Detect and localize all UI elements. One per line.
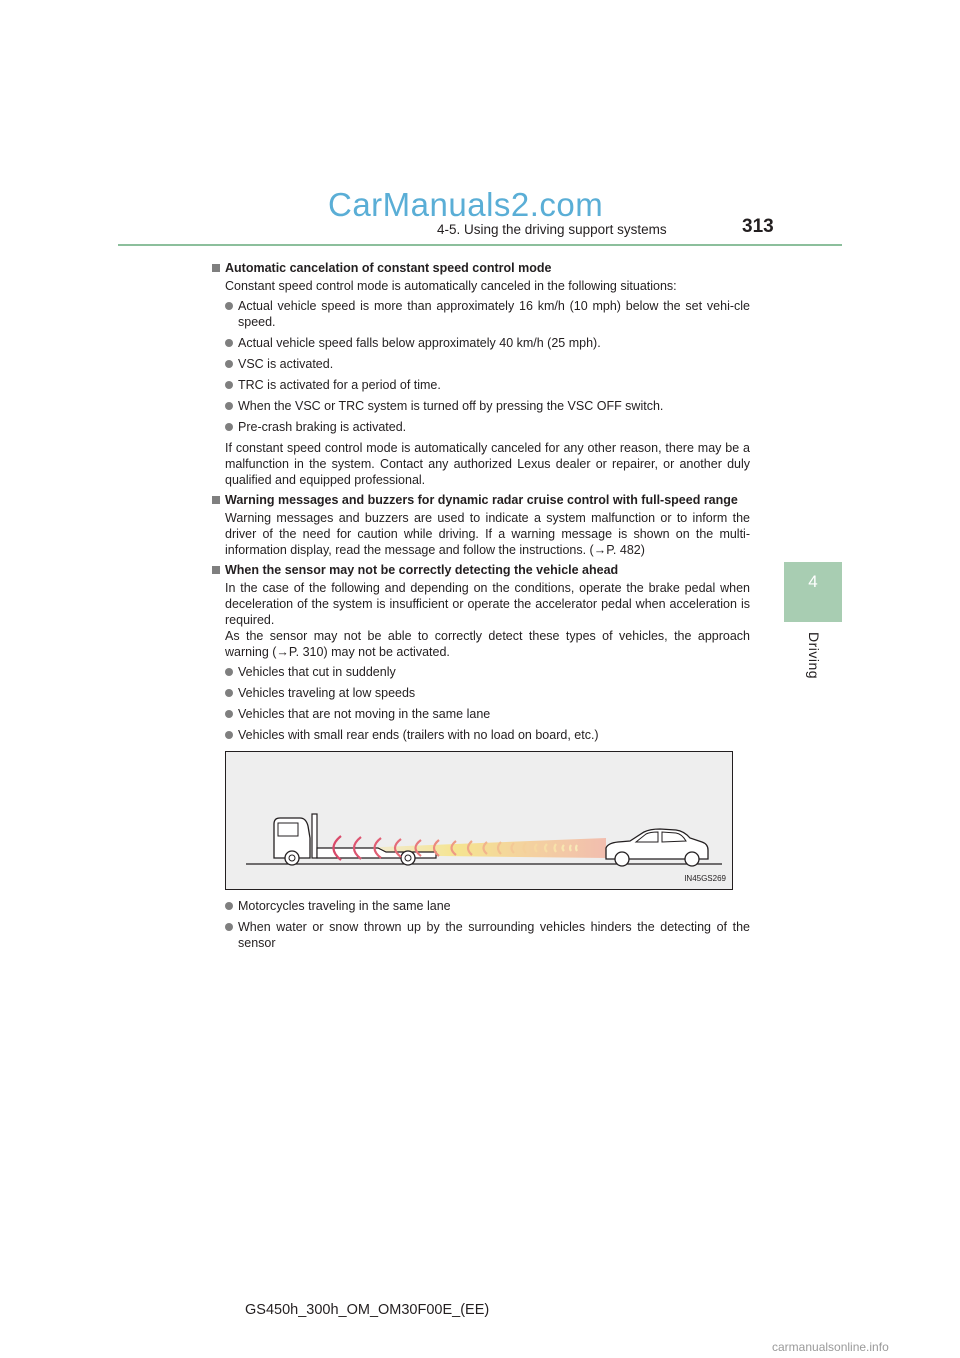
truck-window xyxy=(278,823,298,836)
bullet-dot-icon xyxy=(225,381,233,389)
list-item: When water or snow thrown up by the surrounding vehicles hinders the detecting of the sensor xyxy=(212,919,750,951)
bullet-dot-icon xyxy=(225,339,233,347)
bullet-dot-icon xyxy=(225,360,233,368)
list-item: Actual vehicle speed is more than approximately 16 km/h (10 mph) below the set vehi-cle speed. xyxy=(212,298,750,330)
trailer-wheel xyxy=(401,851,415,865)
list-item: TRC is activated for a period of time. xyxy=(212,377,750,393)
chapter-tab xyxy=(784,562,842,622)
bullet-dot-icon xyxy=(225,689,233,697)
list-item: When the VSC or TRC system is turned off by pressing the VSC OFF switch. xyxy=(212,398,750,414)
section-title: 4-5. Using the driving support systems xyxy=(437,222,667,237)
list-item: Actual vehicle speed falls below approximately 40 km/h (25 mph). xyxy=(212,335,750,351)
list-item: Vehicles that are not moving in the same lane xyxy=(212,706,750,722)
truck-frame-post xyxy=(312,814,317,858)
figure-code: IN45GS269 xyxy=(684,874,726,883)
paragraph: If constant speed control mode is automatically canceled for any other reason, there may be a malfunction in the system. Contact any authorized Lexus dealer or repairer, or another duly qualified and equipped professional. xyxy=(225,441,750,487)
paragraph: As the sensor may not be able to correctly detect these types of vehicles, the approach warning (→P. 310) may not be activated. xyxy=(225,629,750,659)
bullet-dot-icon xyxy=(225,668,233,676)
watermark-top: CarManuals2.com xyxy=(328,186,604,223)
bullet-dot-icon xyxy=(225,302,233,310)
header-rule xyxy=(118,244,842,246)
document-code: GS450h_300h_OM_OM30F00E_(EE) xyxy=(245,1302,490,1318)
car-wheel xyxy=(685,852,699,866)
radar-illustration-drawing xyxy=(226,752,732,889)
page-number: 313 xyxy=(742,216,774,237)
section-heading: Automatic cancelation of constant speed control mode xyxy=(212,260,750,276)
truck-wheel xyxy=(285,851,299,865)
chapter-tab-number: 4 xyxy=(808,572,818,591)
list-item: VSC is activated. xyxy=(212,356,750,372)
bullet-dot-icon xyxy=(225,423,233,431)
list-item: Vehicles with small rear ends (trailers with no load on board, etc.) xyxy=(212,727,750,743)
list-item: Vehicles that cut in suddenly xyxy=(212,664,750,680)
car-wheel xyxy=(615,852,629,866)
paragraph: Warning messages and buzzers are used to indicate a system malfunction or to inform the driver of the need for caution while driving. If a warning message is shown on the multi-information display, read the message and follow the instructions. (→P. 482) xyxy=(225,511,750,557)
square-bullet-icon xyxy=(212,566,220,574)
bullet-dot-icon xyxy=(225,710,233,718)
section-heading: Warning messages and buzzers for dynamic radar cruise control with full-speed range xyxy=(212,492,750,508)
section-heading: When the sensor may not be correctly detecting the vehicle ahead xyxy=(212,562,750,578)
list-item: Motorcycles traveling in the same lane xyxy=(212,898,750,914)
radar-illustration xyxy=(225,751,733,890)
paragraph: Constant speed control mode is automatically canceled in the following situations: xyxy=(225,279,677,293)
bullet-dot-icon xyxy=(225,731,233,739)
paragraph: In the case of the following and depending on the conditions, operate the brake pedal when deceleration of the system is insufficient or operate the accelerator pedal when acceleration is required. xyxy=(225,581,750,627)
chapter-tab-label: Driving xyxy=(806,632,822,680)
list-item: Vehicles traveling at low speeds xyxy=(212,685,750,701)
watermark-bottom: carmanualsonline.info xyxy=(772,1340,889,1354)
bullet-dot-icon xyxy=(225,923,233,931)
square-bullet-icon xyxy=(212,496,220,504)
bullet-dot-icon xyxy=(225,402,233,410)
square-bullet-icon xyxy=(212,264,220,272)
list-item: Pre-crash braking is activated. xyxy=(212,419,750,435)
bullet-dot-icon xyxy=(225,902,233,910)
main-content xyxy=(212,256,750,956)
